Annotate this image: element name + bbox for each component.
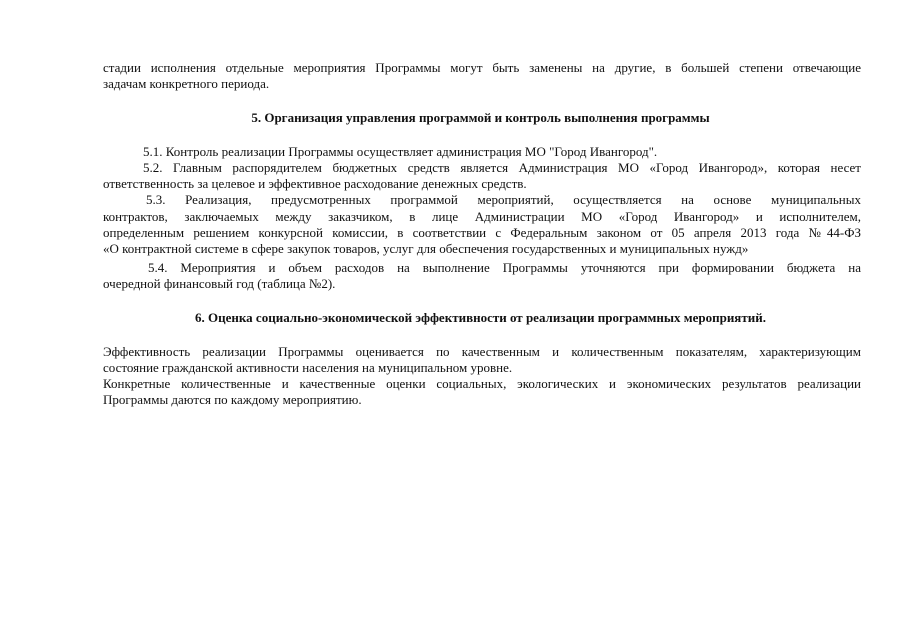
paragraph-5-4-line-1: 5.4. Мероприятия и объем расходов на выполнение Программы уточняются при формировании бюджета на [148, 260, 861, 275]
paragraph-5-3-line-1: 5.3. Реализация, предусмотренных программой мероприятий, осуществляется на основе муниципальных [146, 192, 861, 207]
section-6-heading: 6. Оценка социально-экономической эффективности от реализации программных мероприятий. [195, 310, 766, 325]
paragraph-6-1-line-1: Эффективность реализации Программы оценивается по качественным и количественным показателям, характеризующим [103, 344, 861, 359]
paragraph-5-2-line-2: ответственность за целевое и эффективное расходование денежных средств. [103, 176, 527, 191]
paragraph-6-2-line-1: Конкретные количественные и качественные оценки социальных, экологических и экономических результатов реализации [103, 376, 861, 391]
section-5-heading: 5. Организация управления программой и контроль выполнения программы [251, 110, 710, 125]
paragraph-6-1-line-2: состояние гражданской активности населения на муниципальном уровне. [103, 360, 513, 375]
intro-line-1: стадии исполнения отдельные мероприятия Программы могут быть заменены на другие, в большей степени отвечающие [103, 60, 861, 75]
paragraph-5-2-line-1: 5.2. Главным распорядителем бюджетных средств является Администрация МО «Город Ивангород», которая несет [143, 160, 861, 175]
paragraph-5-1: 5.1. Контроль реализации Программы осуществляет администрация МО "Город Ивангород". [143, 144, 658, 159]
intro-line-2: задачам конкретного периода. [103, 76, 270, 91]
paragraph-5-3-line-2: контрактов, заключаемых между заказчиком, в лице Администрации МО «Город Ивангород» и исполнителем, [103, 209, 861, 224]
paragraph-6-2-line-2: Программы даются по каждому мероприятию. [103, 392, 362, 407]
paragraph-5-3-line-4: «О контрактной системе в сфере закупок товаров, услуг для обеспечения государственных и муниципальных нужд» [103, 241, 749, 256]
paragraph-5-3-line-3: определенным решением конкурсной комиссии, в соответствии с Федеральным законом от 05 апреля 2013 года №44-ФЗ [103, 225, 861, 240]
paragraph-5-4-line-2: очередной финансовый год (таблица №2). [103, 276, 336, 291]
